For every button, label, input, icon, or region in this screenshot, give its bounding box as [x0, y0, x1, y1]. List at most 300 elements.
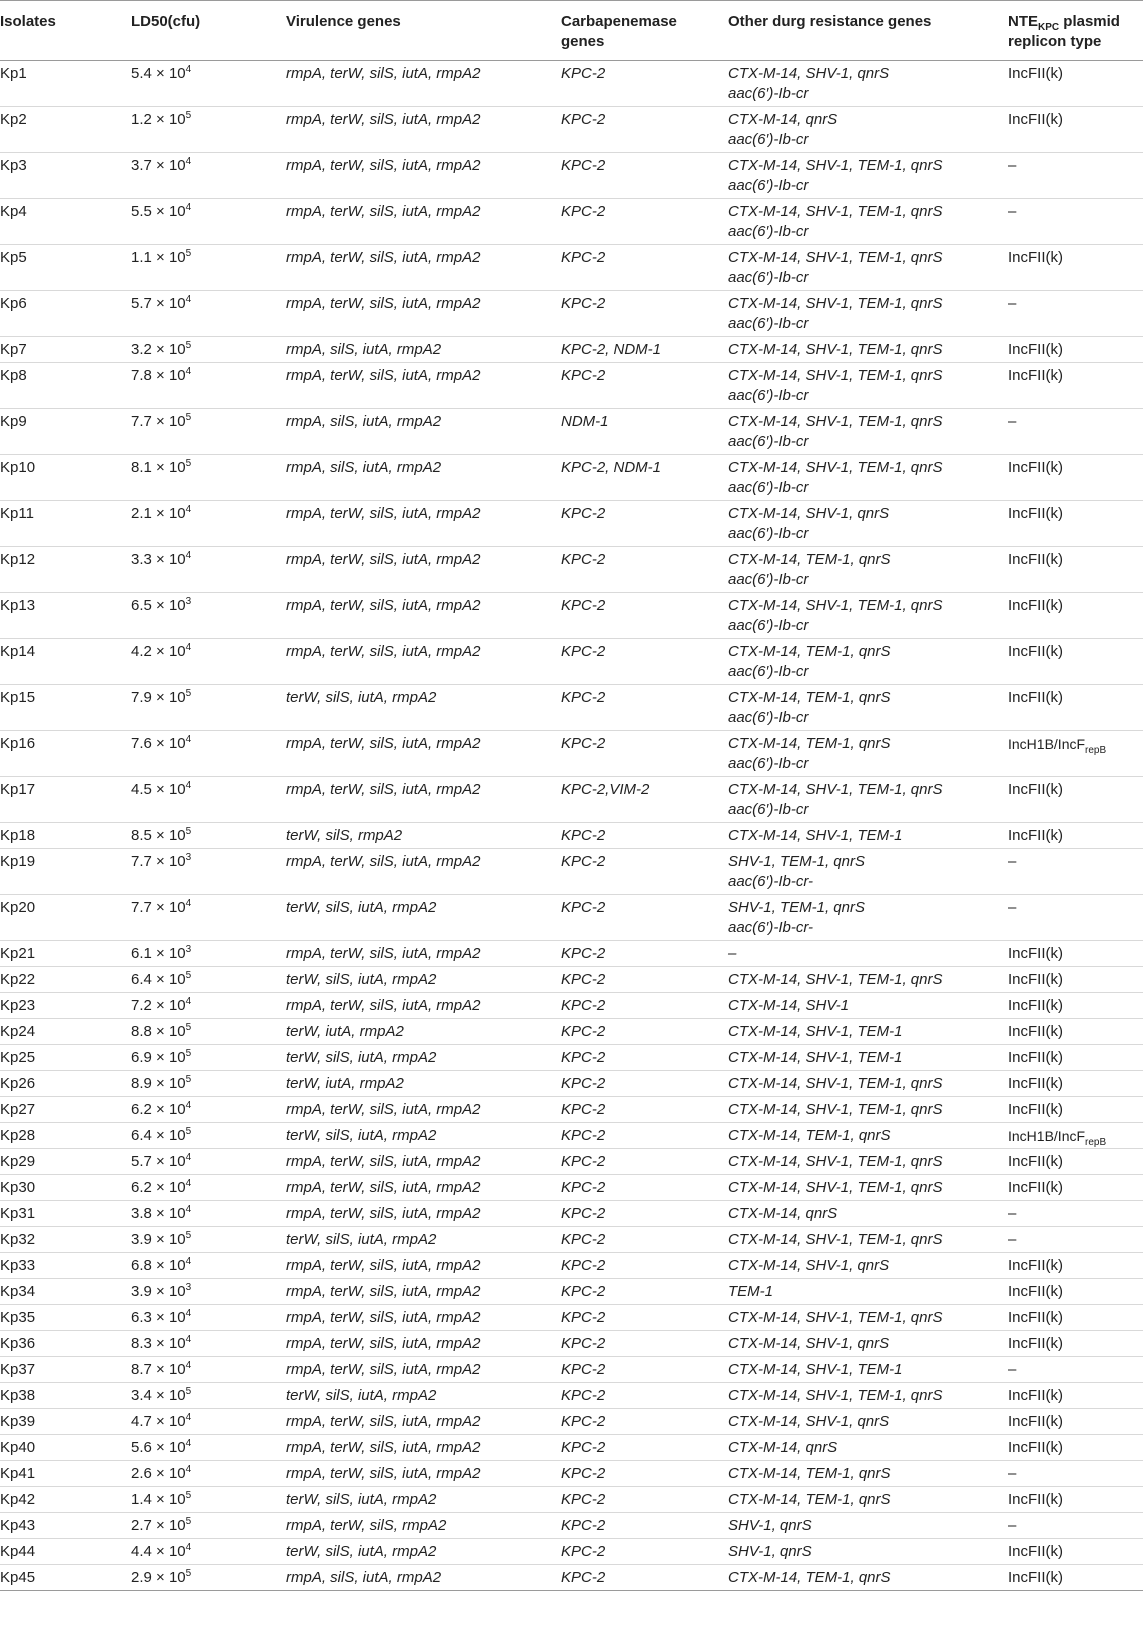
table-row	[0, 1539, 1143, 1565]
carbapenemase-cell	[555, 1513, 722, 1539]
virulence-cell	[280, 1409, 555, 1435]
other-resistance-cell	[722, 967, 1002, 993]
other-resistance-line1: CTX-M-14, SHV-1, TEM-1	[728, 1049, 903, 1066]
isolate-name: Kp2	[0, 111, 27, 128]
carbapenemase-cell	[555, 337, 722, 363]
ld50-mantissa: 7.7	[131, 413, 152, 430]
ld50-exponent: 4	[185, 156, 192, 167]
carbapenemase-genes: KPC-2	[561, 997, 606, 1014]
carbapenemase-cell	[555, 199, 722, 245]
carbapenemase-cell	[555, 1565, 722, 1591]
carbapenemase-genes: KPC-2	[561, 1517, 606, 1534]
plasmid-cell	[1002, 895, 1143, 941]
ld50-cell	[125, 1045, 280, 1071]
plasmid-cell	[1002, 245, 1143, 291]
plasmid-cell	[1002, 1435, 1143, 1461]
plasmid-replicon: IncFII(k)	[1008, 1179, 1063, 1196]
ld50-mantissa: 8.8	[131, 1023, 152, 1040]
table-row	[0, 107, 1143, 153]
isolate-cell	[0, 1565, 125, 1591]
ld50-exponent: 5	[185, 1048, 192, 1059]
other-resistance-line1: CTX-M-14, TEM-1, qnrS	[728, 1569, 891, 1586]
ld50-times-ten: × 10	[151, 111, 186, 128]
ld50-times-ten: × 10	[151, 203, 186, 220]
ld50-times-ten: × 10	[151, 1127, 186, 1144]
table-row	[0, 455, 1143, 501]
other-resistance-line2: aac(6′)-Ib-cr	[728, 433, 809, 450]
plasmid-cell	[1002, 409, 1143, 455]
header-plasmid-replicon-type	[1002, 1, 1143, 61]
other-resistance-line1: CTX-M-14, SHV-1, TEM-1, qnrS	[728, 597, 943, 614]
isolate-cell	[0, 1175, 125, 1201]
plasmid-replicon: –	[1008, 1361, 1017, 1378]
ld50-exponent: 5	[185, 826, 192, 837]
ld50-exponent: 5	[185, 1230, 192, 1241]
isolate-cell	[0, 199, 125, 245]
virulence-genes: rmpA, terW, silS, iutA, rmpA2	[286, 1205, 481, 1222]
carbapenemase-cell	[555, 849, 722, 895]
header-other-resistance-genes: Other durg resistance genes	[728, 13, 932, 30]
carbapenemase-genes: KPC-2	[561, 1205, 606, 1222]
carbapenemase-cell	[555, 1227, 722, 1253]
header-row	[0, 1, 1143, 61]
ld50-times-ten: × 10	[151, 735, 186, 752]
ld50-mantissa: 6.4	[131, 971, 152, 988]
ld50-mantissa: 3.8	[131, 1205, 152, 1222]
other-resistance-cell	[722, 245, 1002, 291]
table-row	[0, 199, 1143, 245]
carbapenemase-genes: KPC-2	[561, 945, 606, 962]
ld50-cell	[125, 1435, 280, 1461]
plasmid-cell	[1002, 1487, 1143, 1513]
ld50-mantissa: 1.1	[131, 249, 152, 266]
virulence-genes: rmpA, terW, silS, iutA, rmpA2	[286, 551, 481, 568]
ld50-cell	[125, 1149, 280, 1175]
isolate-cell	[0, 823, 125, 849]
ld50-cell	[125, 1383, 280, 1409]
other-resistance-line2: aac(6′)-Ib-cr	[728, 525, 809, 542]
plasmid-replicon: –	[1008, 1517, 1017, 1534]
other-resistance-cell	[722, 993, 1002, 1019]
ld50-mantissa: 3.7	[131, 157, 152, 174]
other-resistance-line2: aac(6′)-Ib-cr	[728, 85, 809, 102]
other-resistance-cell	[722, 1227, 1002, 1253]
isolate-cell	[0, 1461, 125, 1487]
ld50-cell	[125, 455, 280, 501]
ld50-exponent: 5	[185, 110, 192, 121]
other-resistance-cell	[722, 1565, 1002, 1591]
isolate-cell	[0, 1045, 125, 1071]
other-resistance-cell	[722, 1409, 1002, 1435]
carbapenemase-cell	[555, 685, 722, 731]
ld50-times-ten: × 10	[151, 505, 186, 522]
plasmid-replicon: IncFII(k)	[1008, 1257, 1063, 1274]
other-resistance-cell	[722, 291, 1002, 337]
virulence-genes: terW, iutA, rmpA2	[286, 1075, 404, 1092]
table-row	[0, 993, 1143, 1019]
ld50-mantissa: 6.8	[131, 1257, 152, 1274]
ld50-cell	[125, 409, 280, 455]
table-row	[0, 547, 1143, 593]
ld50-cell	[125, 1097, 280, 1123]
ld50-times-ten: × 10	[151, 781, 186, 798]
plasmid-replicon: IncFII(k)	[1008, 1309, 1063, 1326]
ld50-times-ten: × 10	[151, 367, 186, 384]
plasmid-replicon: IncFII(k)	[1008, 505, 1063, 522]
ld50-times-ten: × 10	[151, 1543, 186, 1560]
ld50-times-ten: × 10	[151, 1309, 186, 1326]
ld50-mantissa: 3.9	[131, 1283, 152, 1300]
plasmid-cell	[1002, 199, 1143, 245]
carbapenemase-genes: KPC-2	[561, 1439, 606, 1456]
header-carbapenemase-genes: Carbapenemase genes	[561, 13, 677, 50]
plasmid-replicon: IncFII(k)	[1008, 971, 1063, 988]
table-row	[0, 1331, 1143, 1357]
virulence-cell	[280, 1253, 555, 1279]
ld50-cell	[125, 1019, 280, 1045]
carbapenemase-genes: KPC-2	[561, 505, 606, 522]
ld50-cell	[125, 593, 280, 639]
carbapenemase-genes: KPC-2	[561, 1127, 606, 1144]
other-resistance-line1: CTX-M-14, SHV-1, TEM-1, qnrS	[728, 203, 943, 220]
ld50-times-ten: × 10	[151, 1257, 186, 1274]
ld50-cell	[125, 731, 280, 777]
ld50-exponent: 4	[185, 202, 192, 213]
ld50-mantissa: 5.5	[131, 203, 152, 220]
carbapenemase-cell	[555, 777, 722, 823]
ld50-cell	[125, 685, 280, 731]
virulence-cell	[280, 967, 555, 993]
table-row	[0, 1461, 1143, 1487]
virulence-cell	[280, 153, 555, 199]
carbapenemase-genes: KPC-2	[561, 1361, 606, 1378]
table-row	[0, 1019, 1143, 1045]
other-resistance-line1: CTX-M-14, SHV-1, TEM-1, qnrS	[728, 1153, 943, 1170]
isolate-name: Kp29	[0, 1153, 36, 1170]
ld50-cell	[125, 1071, 280, 1097]
virulence-genes: rmpA, terW, silS, iutA, rmpA2	[286, 781, 481, 798]
virulence-cell	[280, 1201, 555, 1227]
other-resistance-line2: aac(6′)-Ib-cr	[728, 663, 809, 680]
ld50-exponent: 4	[185, 1334, 192, 1345]
plasmid-cell	[1002, 967, 1143, 993]
isolate-cell	[0, 639, 125, 685]
other-resistance-cell	[722, 731, 1002, 777]
virulence-genes: rmpA, terW, silS, iutA, rmpA2	[286, 1257, 481, 1274]
other-resistance-cell	[722, 593, 1002, 639]
isolate-name: Kp33	[0, 1257, 36, 1274]
table-row	[0, 1123, 1143, 1149]
ld50-exponent: 4	[185, 1438, 192, 1449]
other-resistance-cell	[722, 501, 1002, 547]
carbapenemase-cell	[555, 895, 722, 941]
ld50-times-ten: × 10	[151, 295, 186, 312]
ld50-mantissa: 6.9	[131, 1049, 152, 1066]
isolate-name: Kp42	[0, 1491, 36, 1508]
ld50-mantissa: 6.2	[131, 1101, 152, 1118]
other-resistance-cell	[722, 1357, 1002, 1383]
ld50-cell	[125, 1201, 280, 1227]
carbapenemase-genes: KPC-2	[561, 827, 606, 844]
other-resistance-cell	[722, 1305, 1002, 1331]
virulence-genes: rmpA, terW, silS, iutA, rmpA2	[286, 1361, 481, 1378]
other-resistance-line2: aac(6′)-Ib-cr	[728, 617, 809, 634]
other-resistance-line2: aac(6′)-Ib-cr	[728, 479, 809, 496]
virulence-cell	[280, 1279, 555, 1305]
carbapenemase-cell	[555, 245, 722, 291]
isolate-cell	[0, 1435, 125, 1461]
ld50-times-ten: × 10	[151, 1413, 186, 1430]
virulence-cell	[280, 1071, 555, 1097]
plasmid-replicon: IncFII(k)	[1008, 1049, 1063, 1066]
other-resistance-line1: CTX-M-14, SHV-1, TEM-1, qnrS	[728, 1075, 943, 1092]
other-resistance-cell	[722, 639, 1002, 685]
ld50-mantissa: 2.6	[131, 1465, 152, 1482]
carbapenemase-genes: KPC-2	[561, 597, 606, 614]
ld50-cell	[125, 1513, 280, 1539]
isolate-cell	[0, 363, 125, 409]
carbapenemase-cell	[555, 1253, 722, 1279]
isolate-name: Kp3	[0, 157, 27, 174]
plasmid-replicon: –	[1008, 203, 1017, 220]
carbapenemase-cell	[555, 1097, 722, 1123]
isolate-name: Kp11	[0, 505, 34, 522]
other-resistance-line1: SHV-1, TEM-1, qnrS	[728, 899, 865, 916]
carbapenemase-genes: KPC-2	[561, 643, 606, 660]
plasmid-cell	[1002, 1071, 1143, 1097]
plasmid-replicon: IncH1B/IncF	[1008, 736, 1086, 752]
ld50-cell	[125, 363, 280, 409]
table-row	[0, 337, 1143, 363]
other-resistance-line1: CTX-M-14, SHV-1, TEM-1, qnrS	[728, 971, 943, 988]
plasmid-cell	[1002, 61, 1143, 107]
other-resistance-cell	[722, 1123, 1002, 1149]
plasmid-cell	[1002, 363, 1143, 409]
ld50-times-ten: × 10	[151, 1465, 186, 1482]
ld50-mantissa: 6.3	[131, 1309, 152, 1326]
table-row	[0, 849, 1143, 895]
table-row	[0, 1149, 1143, 1175]
isolate-name: Kp44	[0, 1543, 36, 1560]
other-resistance-line1: SHV-1, qnrS	[728, 1517, 812, 1534]
ld50-times-ten: × 10	[151, 1101, 186, 1118]
ld50-cell	[125, 1539, 280, 1565]
isolate-name: Kp21	[0, 945, 36, 962]
ld50-cell	[125, 823, 280, 849]
isolate-cell	[0, 1487, 125, 1513]
virulence-cell	[280, 1331, 555, 1357]
plasmid-cell	[1002, 291, 1143, 337]
plasmid-replicon: IncFII(k)	[1008, 249, 1063, 266]
carbapenemase-genes: KPC-2	[561, 1049, 606, 1066]
ld50-exponent: 3	[185, 596, 192, 607]
plasmid-replicon: IncFII(k)	[1008, 1491, 1063, 1508]
ld50-mantissa: 5.7	[131, 295, 152, 312]
plasmid-replicon: –	[1008, 853, 1017, 870]
ld50-cell	[125, 1253, 280, 1279]
plasmid-cell	[1002, 1305, 1143, 1331]
virulence-cell	[280, 1461, 555, 1487]
plasmid-cell	[1002, 1123, 1143, 1149]
virulence-cell	[280, 337, 555, 363]
carbapenemase-genes: KPC-2	[561, 551, 606, 568]
table-body	[0, 61, 1143, 1591]
virulence-cell	[280, 1305, 555, 1331]
plasmid-replicon: IncFII(k)	[1008, 1413, 1063, 1430]
virulence-cell	[280, 823, 555, 849]
virulence-cell	[280, 1019, 555, 1045]
carbapenemase-cell	[555, 455, 722, 501]
plasmid-replicon: IncFII(k)	[1008, 1439, 1063, 1456]
isolate-cell	[0, 1253, 125, 1279]
isolate-name: Kp9	[0, 413, 27, 430]
isolate-name: Kp40	[0, 1439, 36, 1456]
ld50-cell	[125, 1227, 280, 1253]
virulence-cell	[280, 61, 555, 107]
virulence-cell	[280, 941, 555, 967]
other-resistance-line1: CTX-M-14, SHV-1, TEM-1, qnrS	[728, 367, 943, 384]
isolate-cell	[0, 547, 125, 593]
other-resistance-cell	[722, 409, 1002, 455]
ld50-exponent: 4	[185, 1412, 192, 1423]
carbapenemase-genes: KPC-2	[561, 1101, 606, 1118]
virulence-genes: rmpA, terW, silS, iutA, rmpA2	[286, 1153, 481, 1170]
virulence-cell	[280, 1045, 555, 1071]
isolate-cell	[0, 1097, 125, 1123]
other-resistance-cell	[722, 1383, 1002, 1409]
carbapenemase-genes: KPC-2	[561, 1465, 606, 1482]
ld50-exponent: 4	[185, 366, 192, 377]
ld50-times-ten: × 10	[151, 1335, 186, 1352]
other-resistance-cell	[722, 107, 1002, 153]
carbapenemase-cell	[555, 153, 722, 199]
plasmid-replicon: IncFII(k)	[1008, 367, 1063, 384]
isolate-name: Kp13	[0, 597, 36, 614]
isolate-cell	[0, 455, 125, 501]
virulence-cell	[280, 291, 555, 337]
carbapenemase-genes: KPC-2, NDM-1	[561, 341, 662, 358]
ld50-mantissa: 7.2	[131, 997, 152, 1014]
isolate-cell	[0, 1227, 125, 1253]
carbapenemase-genes: KPC-2	[561, 1335, 606, 1352]
isolate-cell	[0, 731, 125, 777]
virulence-genes: rmpA, terW, silS, iutA, rmpA2	[286, 111, 481, 128]
plasmid-cell	[1002, 1513, 1143, 1539]
virulence-genes: rmpA, terW, silS, iutA, rmpA2	[286, 203, 481, 220]
ld50-exponent: 4	[185, 1360, 192, 1371]
isolate-cell	[0, 501, 125, 547]
other-resistance-cell	[722, 1513, 1002, 1539]
ld50-times-ten: × 10	[151, 899, 186, 916]
ld50-cell	[125, 1357, 280, 1383]
virulence-genes: rmpA, terW, silS, iutA, rmpA2	[286, 597, 481, 614]
isolate-name: Kp16	[0, 735, 36, 752]
carbapenemase-genes: KPC-2, NDM-1	[561, 459, 662, 476]
virulence-cell	[280, 849, 555, 895]
virulence-genes: rmpA, terW, silS, rmpA2	[286, 1517, 447, 1534]
virulence-genes: rmpA, terW, silS, iutA, rmpA2	[286, 295, 481, 312]
plasmid-replicon-sub: repB	[1085, 744, 1107, 756]
ld50-exponent: 4	[185, 1464, 192, 1475]
isolate-name: Kp17	[0, 781, 36, 798]
plasmid-replicon: IncFII(k)	[1008, 1283, 1063, 1300]
carbapenemase-cell	[555, 1409, 722, 1435]
ld50-mantissa: 8.5	[131, 827, 152, 844]
ld50-mantissa: 3.4	[131, 1387, 152, 1404]
table-row	[0, 823, 1143, 849]
ld50-cell	[125, 1409, 280, 1435]
plasmid-cell	[1002, 1149, 1143, 1175]
ld50-mantissa: 1.2	[131, 111, 152, 128]
ld50-mantissa: 7.7	[131, 853, 152, 870]
carbapenemase-cell	[555, 593, 722, 639]
virulence-genes: rmpA, terW, silS, iutA, rmpA2	[286, 1309, 481, 1326]
header-plasmid-prefix: NTE	[1008, 13, 1038, 30]
virulence-genes: terW, silS, iutA, rmpA2	[286, 899, 437, 916]
ld50-times-ten: × 10	[151, 1387, 186, 1404]
carbapenemase-genes: KPC-2	[561, 1075, 606, 1092]
other-resistance-cell	[722, 199, 1002, 245]
ld50-exponent: 5	[185, 1490, 192, 1501]
plasmid-replicon: IncFII(k)	[1008, 1335, 1063, 1352]
other-resistance-line2: aac(6′)-Ib-cr	[728, 571, 809, 588]
carbapenemase-cell	[555, 1461, 722, 1487]
plasmid-replicon: IncFII(k)	[1008, 827, 1063, 844]
table-row	[0, 967, 1143, 993]
ld50-mantissa: 4.7	[131, 1413, 152, 1430]
other-resistance-line2: aac(6′)-Ib-cr	[728, 269, 809, 286]
ld50-mantissa: 5.7	[131, 1153, 152, 1170]
other-resistance-cell	[722, 363, 1002, 409]
other-resistance-line1: CTX-M-14, SHV-1, TEM-1	[728, 1023, 903, 1040]
plasmid-cell	[1002, 941, 1143, 967]
table-row	[0, 895, 1143, 941]
virulence-cell	[280, 1097, 555, 1123]
isolate-cell	[0, 593, 125, 639]
other-resistance-line1: CTX-M-14, TEM-1, qnrS	[728, 689, 891, 706]
virulence-genes: rmpA, terW, silS, iutA, rmpA2	[286, 65, 481, 82]
isolate-name: Kp23	[0, 997, 36, 1014]
isolate-cell	[0, 1305, 125, 1331]
ld50-times-ten: × 10	[151, 597, 186, 614]
other-resistance-line1: CTX-M-14, SHV-1, TEM-1, qnrS	[728, 1179, 943, 1196]
isolate-name: Kp31	[0, 1205, 36, 1222]
ld50-mantissa: 7.8	[131, 367, 152, 384]
ld50-exponent: 5	[185, 340, 192, 351]
carbapenemase-cell	[555, 1435, 722, 1461]
other-resistance-line1: CTX-M-14, qnrS	[728, 111, 838, 128]
virulence-genes: rmpA, terW, silS, iutA, rmpA2	[286, 643, 481, 660]
plasmid-replicon: –	[1008, 295, 1017, 312]
isolate-cell	[0, 107, 125, 153]
ld50-cell	[125, 1461, 280, 1487]
plasmid-replicon: –	[1008, 1205, 1017, 1222]
isolate-cell	[0, 967, 125, 993]
other-resistance-cell	[722, 823, 1002, 849]
plasmid-replicon: IncFII(k)	[1008, 781, 1063, 798]
other-resistance-line1: CTX-M-14, SHV-1, TEM-1, qnrS	[728, 459, 943, 476]
plasmid-cell	[1002, 1227, 1143, 1253]
virulence-genes: rmpA, silS, iutA, rmpA2	[286, 1569, 442, 1586]
ld50-cell	[125, 895, 280, 941]
carbapenemase-genes: KPC-2	[561, 1387, 606, 1404]
other-resistance-cell	[722, 1097, 1002, 1123]
isolate-cell	[0, 291, 125, 337]
plasmid-cell	[1002, 501, 1143, 547]
ld50-exponent: 5	[185, 1074, 192, 1085]
plasmid-cell	[1002, 1539, 1143, 1565]
isolate-name: Kp34	[0, 1283, 36, 1300]
